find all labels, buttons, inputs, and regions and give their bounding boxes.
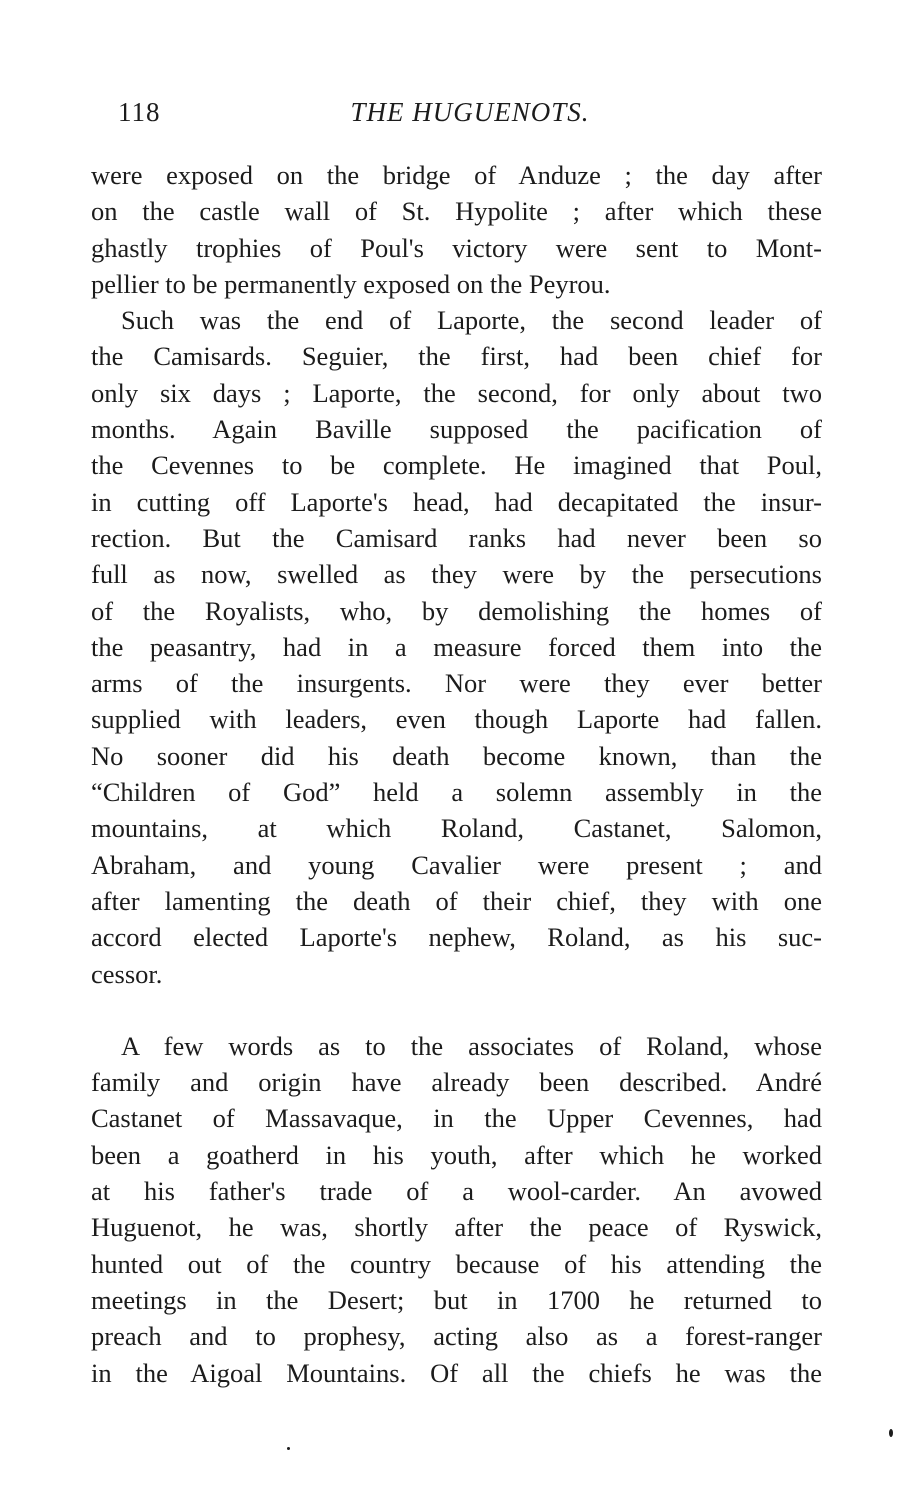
text-line: mountains, at which Roland, Castanet, Salomon, xyxy=(91,813,822,844)
text-line: Huguenot, he was, shortly after the peace of Ryswick, xyxy=(91,1212,822,1243)
text-line: in cutting off Laporte's head, had decapitated the insur- xyxy=(91,486,822,517)
running-title: THE HUGUENOTS. xyxy=(350,97,590,127)
text-line: Abraham, and young Cavalier were present ; and xyxy=(91,849,822,880)
text-line: were exposed on the bridge of Anduze ; the day after xyxy=(91,160,822,190)
body-text xyxy=(91,157,822,1391)
paragraph-1 xyxy=(91,157,822,302)
text-line: full as now, swelled as they were by the persecutions xyxy=(91,559,822,590)
text-line: on the castle wall of St. Hypolite ; after which these xyxy=(91,196,822,227)
text-line: only six days ; Laporte, the second, for only about two xyxy=(91,377,822,408)
text-line: ghastly trophies of Poul's victory were sent to Mont- xyxy=(91,232,822,263)
text-line: at his father's trade of a wool-carder. An avowed xyxy=(91,1176,822,1207)
text-line: of the Royalists, who, by demolishing the homes of xyxy=(91,595,822,626)
text-line: pellier to be permanently exposed on the Peyrou. xyxy=(91,268,611,299)
text-line: the Camisards. Seguier, the first, had been chief for xyxy=(91,341,822,372)
paragraph-2 xyxy=(91,302,822,992)
print-speck xyxy=(287,1447,290,1450)
text-line: preach and to prophesy, acting also as a forest-ranger xyxy=(91,1321,822,1352)
text-line: the peasantry, had in a measure forced them into the xyxy=(91,631,822,662)
running-head xyxy=(118,92,822,132)
text-line: cessor. xyxy=(91,958,163,989)
print-speck xyxy=(889,1429,893,1437)
text-line: family and origin have already been described. André xyxy=(91,1067,822,1098)
text-line: in the Aigoal Mountains. Of all the chiefs he was the xyxy=(91,1357,822,1388)
text-line: accord elected Laporte's nephew, Roland, as his suc- xyxy=(91,922,822,953)
text-line: hunted out of the country because of his attending the xyxy=(91,1248,822,1279)
text-line: supplied with leaders, even though Laporte had fallen. xyxy=(91,704,822,735)
text-line: been a goatherd in his youth, after which he worked xyxy=(91,1139,822,1170)
text-line: meetings in the Desert; but in 1700 he returned to xyxy=(91,1284,822,1315)
text-line: Castanet of Massavaque, in the Upper Cevennes, had xyxy=(91,1103,822,1134)
text-line: Such was the end of Laporte, the second leader of xyxy=(121,305,822,336)
section-break xyxy=(91,992,822,1028)
text-line: months. Again Baville supposed the pacification of xyxy=(91,414,822,445)
text-line: “Children of God” held a solemn assembly in the xyxy=(91,777,822,808)
text-line: A few words as to the associates of Roland, whose xyxy=(121,1030,822,1061)
text-line: No sooner did his death become known, than the xyxy=(91,740,822,771)
text-line: rection. But the Camisard ranks had never been so xyxy=(91,522,822,553)
page-number: 118 xyxy=(118,97,161,127)
text-line: arms of the insurgents. Nor were they ever better xyxy=(91,668,822,699)
paragraph-3 xyxy=(91,1028,822,1391)
text-line: the Cevennes to be complete. He imagined that Poul, xyxy=(91,450,822,481)
text-line: after lamenting the death of their chief, they with one xyxy=(91,885,822,916)
